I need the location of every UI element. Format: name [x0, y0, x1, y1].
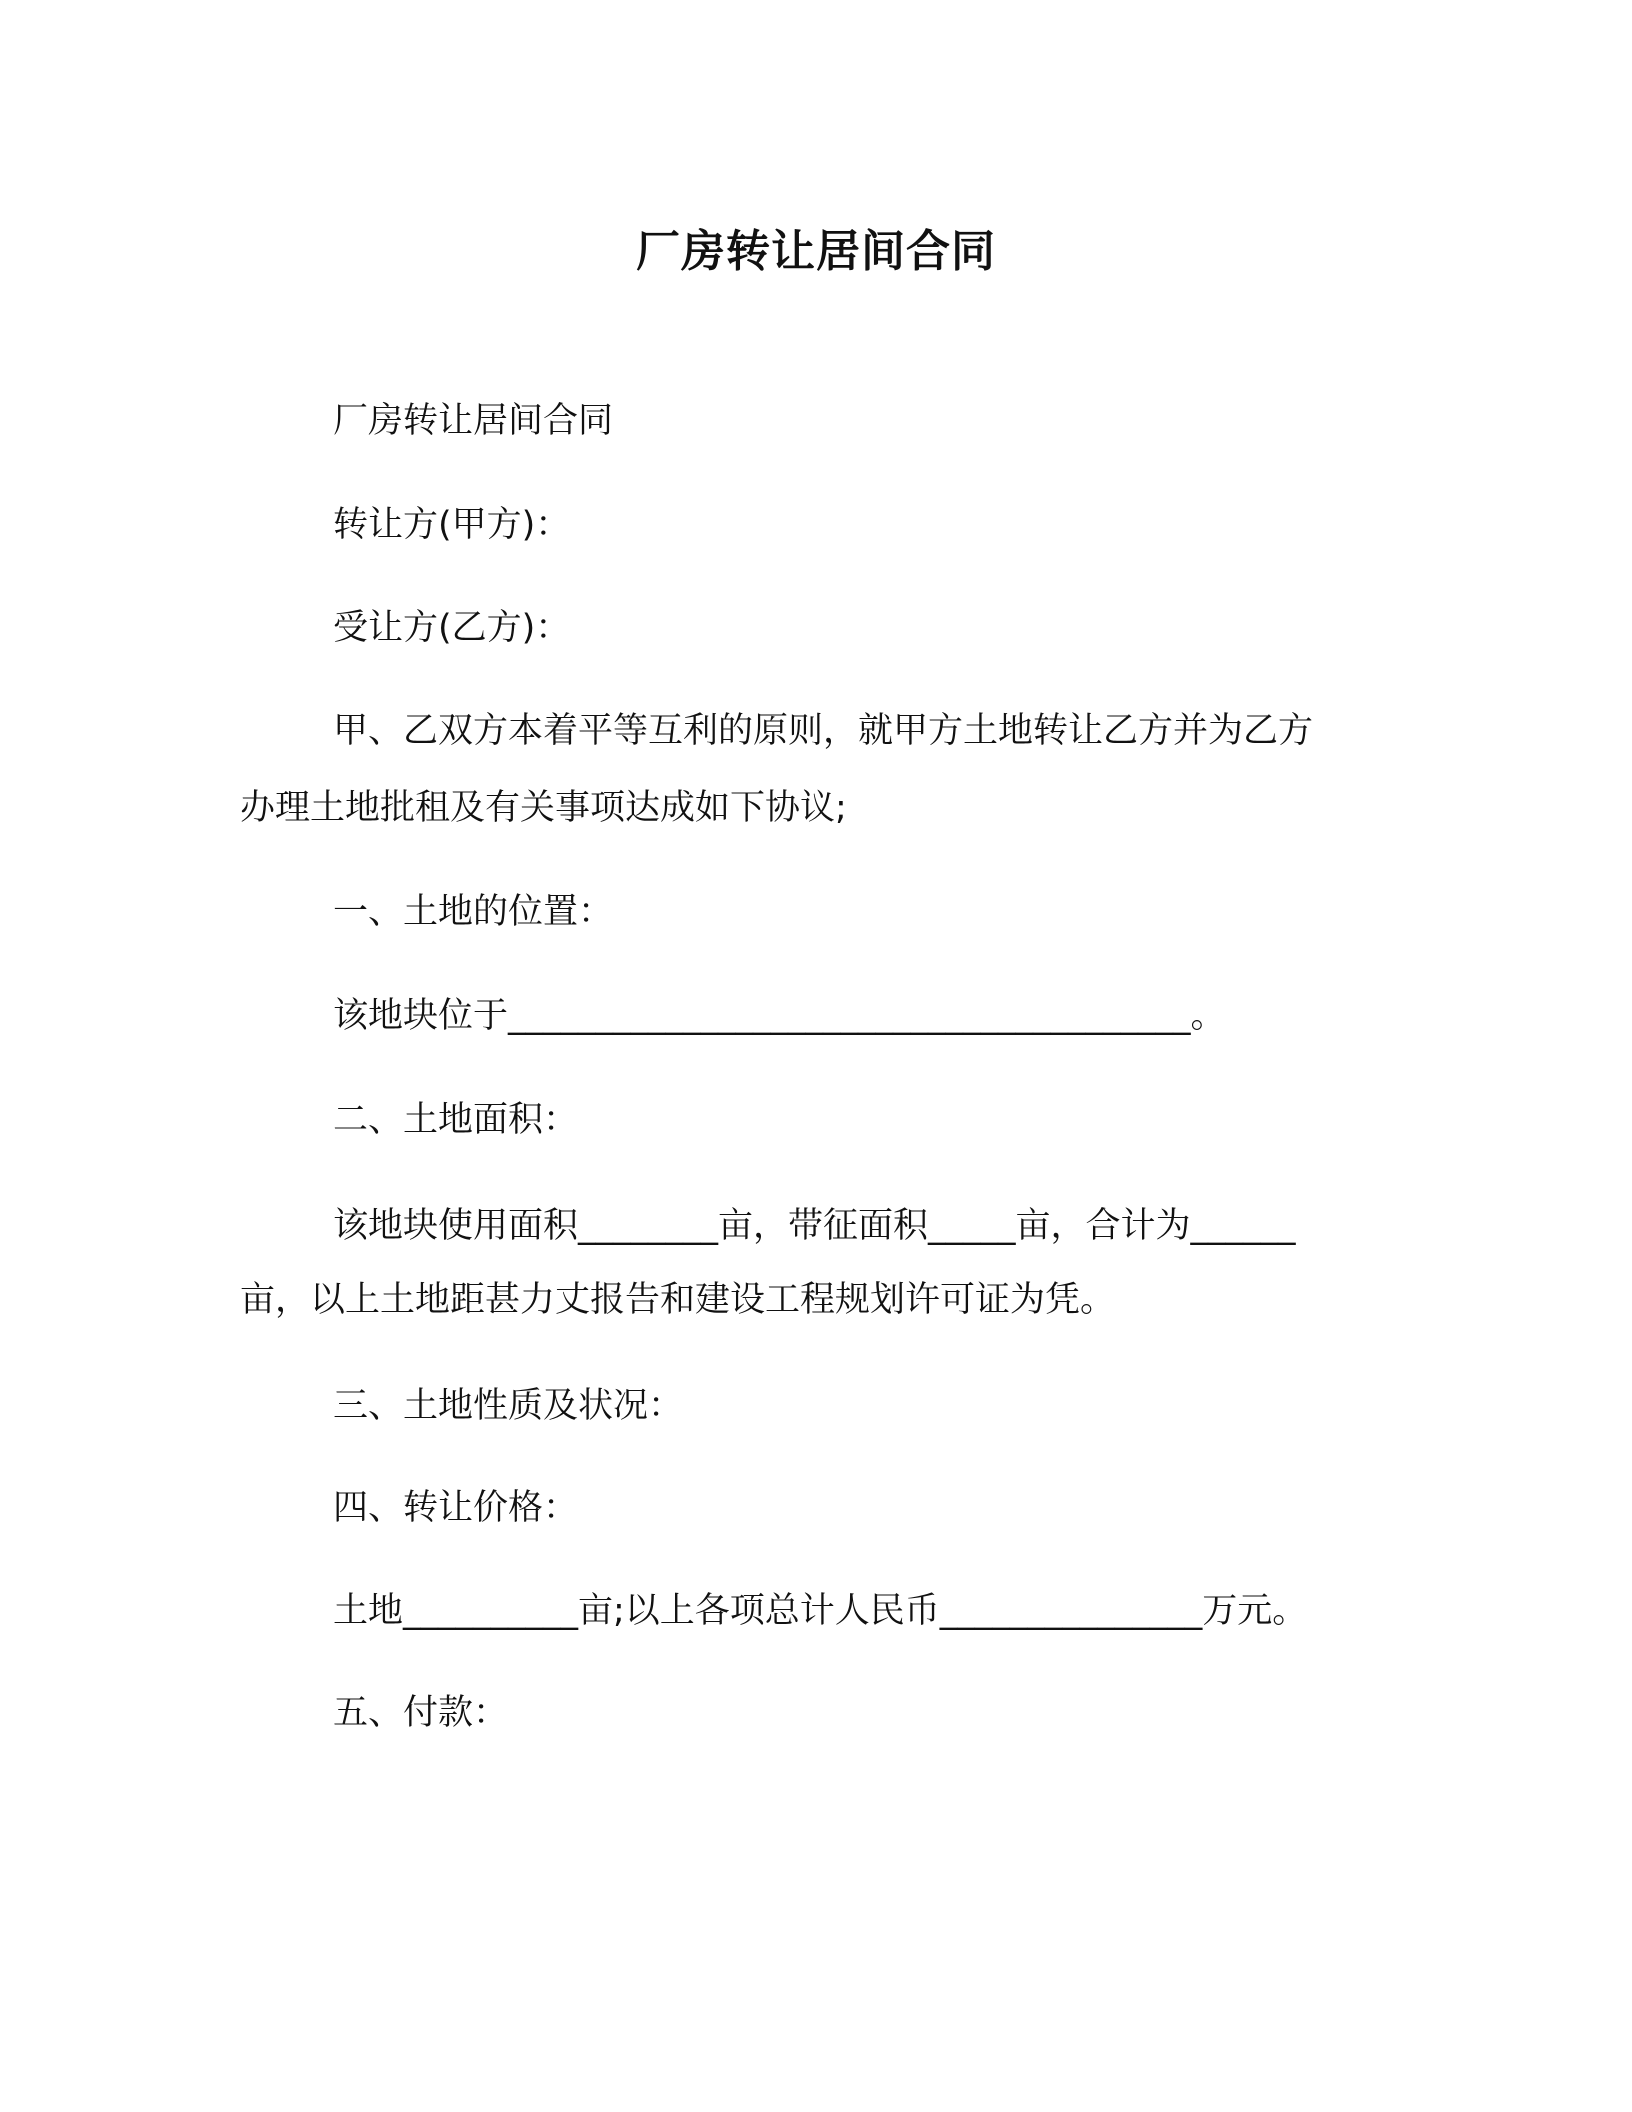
section-heading-price: 四、转让价格：	[333, 1488, 579, 1528]
transferor-line: 转让方(甲方)：	[333, 505, 571, 545]
area-line-2: 亩，以上土地距甚力丈报告和建设工程规划许可证为凭。	[240, 1280, 1116, 1320]
preamble-line-1: 甲、乙双方本着平等互利的原则，就甲方土地转让乙方并为乙方	[333, 711, 1314, 751]
location-line: 该地块位于_______________________________________。	[333, 996, 1226, 1036]
area-line-1: 该地块使用面积________亩，带征面积_____亩，合计为______	[333, 1206, 1296, 1246]
price-line: 土地__________亩;以上各项总计人民币_______________万元。	[333, 1591, 1308, 1631]
preamble-line-2: 办理土地批租及有关事项达成如下协议;	[240, 788, 847, 828]
transferee-line: 受让方(乙方)：	[333, 608, 571, 648]
section-heading-payment: 五、付款：	[333, 1693, 509, 1733]
page-title: 厂房转让居间合同	[636, 226, 996, 277]
section-heading-nature: 三、土地性质及状况：	[333, 1386, 684, 1426]
section-heading-area: 二、土地面积：	[333, 1100, 579, 1140]
doc-subtitle: 厂房转让居间合同	[333, 401, 614, 441]
section-heading-location: 一、土地的位置：	[333, 892, 614, 932]
